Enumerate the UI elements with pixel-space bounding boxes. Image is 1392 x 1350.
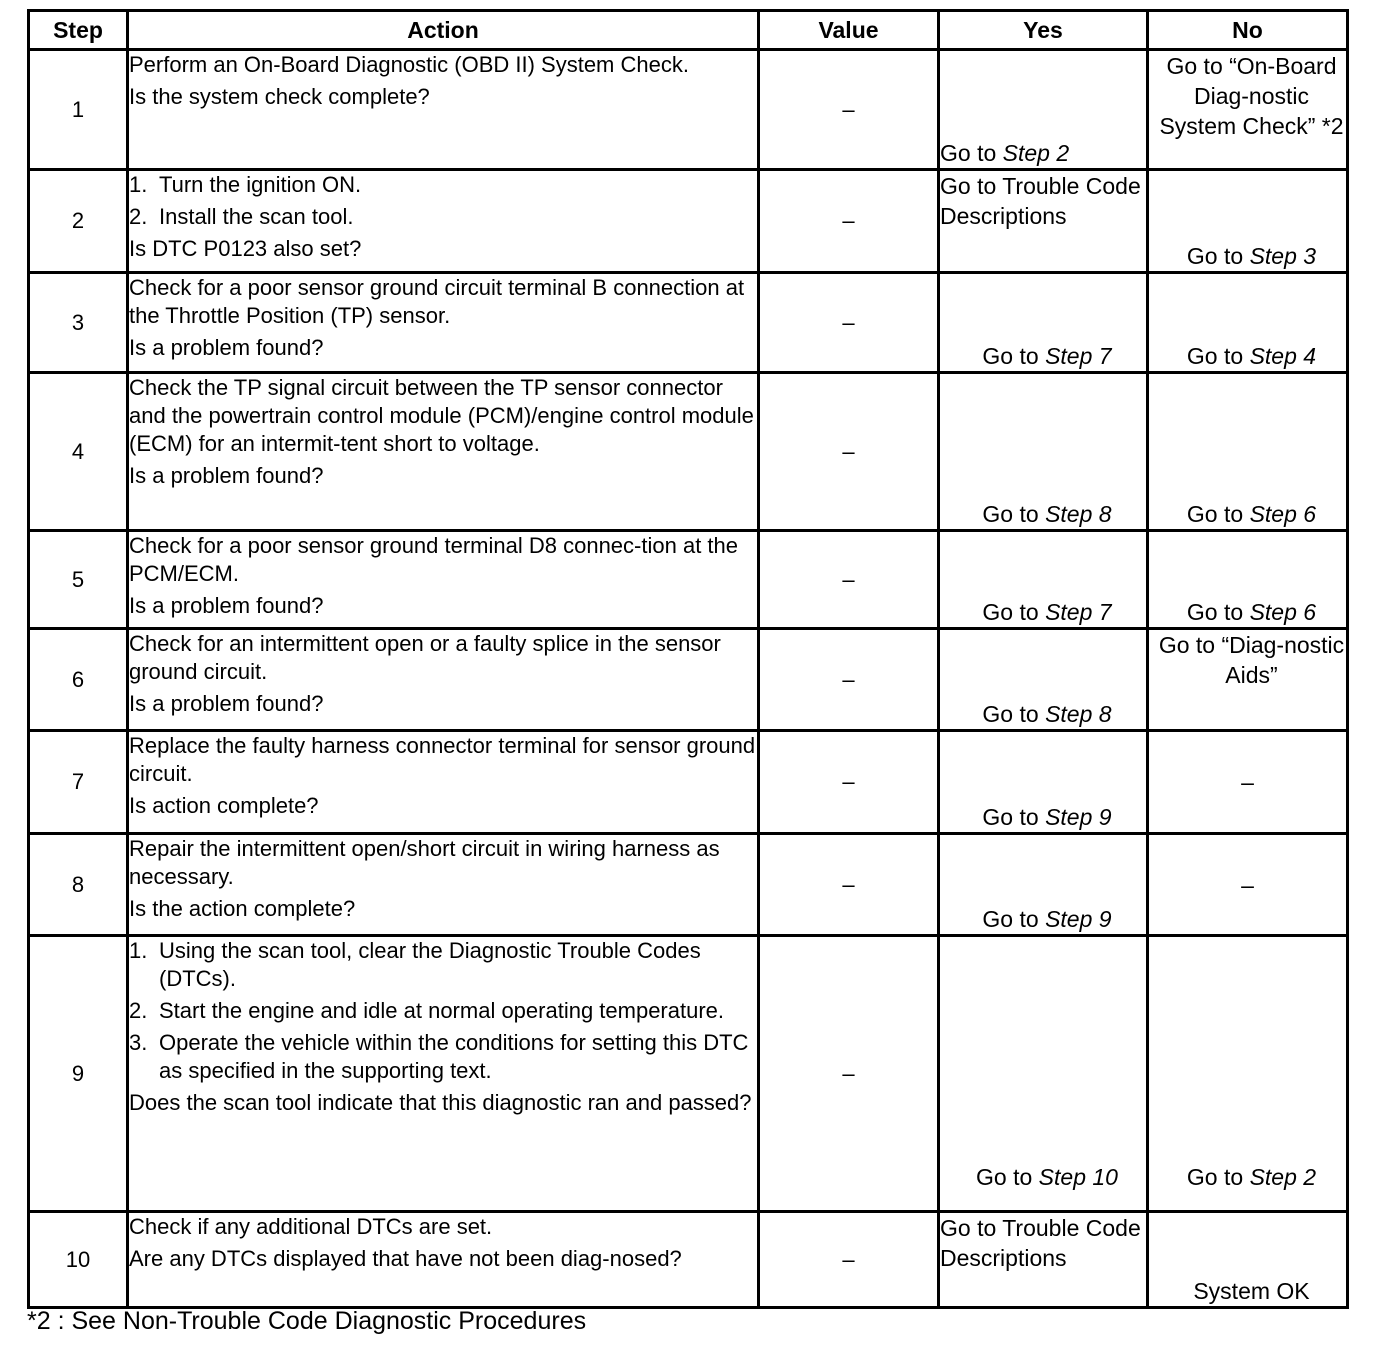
table-row xyxy=(29,50,1348,170)
yes-step-ref: Step 8 xyxy=(1045,701,1112,727)
list-text: Start the engine and idle at normal operating temperature. xyxy=(159,998,725,1023)
list-number: 2. xyxy=(129,204,148,229)
action-question: Is a problem found? xyxy=(129,335,324,360)
no-cell xyxy=(1148,531,1348,629)
list-number: 1. xyxy=(129,172,148,197)
yes-cell xyxy=(939,731,1148,834)
yes-prefix: Go to xyxy=(982,804,1039,830)
yes-cell xyxy=(939,373,1148,531)
action-cell xyxy=(128,531,759,629)
step-number: 6 xyxy=(29,629,128,731)
yes-cell xyxy=(939,531,1148,629)
yes-cell: Go to Trouble Code Descriptions xyxy=(939,1212,1148,1308)
list-text: Operate the vehicle within the conditions for setting this DTC as specified in the supporting text. xyxy=(159,1030,749,1083)
header-yes: Yes xyxy=(939,11,1148,50)
yes-cell xyxy=(939,629,1148,731)
yes-cell: Go to Trouble Code Descriptions xyxy=(939,170,1148,273)
no-cell: – xyxy=(1148,731,1348,834)
value-cell: – xyxy=(759,273,939,373)
action-question: Are any DTCs displayed that have not been diag-nosed? xyxy=(129,1246,682,1271)
value-cell: – xyxy=(759,170,939,273)
header-row xyxy=(29,11,1348,50)
table-row xyxy=(29,834,1348,936)
action-cell xyxy=(128,1212,759,1308)
value-cell: – xyxy=(759,50,939,170)
action-list-item xyxy=(129,997,757,1025)
yes-step-ref: Step 8 xyxy=(1045,501,1112,527)
action-text: Check if any additional DTCs are set. xyxy=(129,1214,493,1239)
no-cell xyxy=(1148,273,1348,373)
no-step-ref: Step 6 xyxy=(1249,501,1317,527)
header-action: Action xyxy=(128,11,759,50)
action-cell xyxy=(128,936,759,1212)
no-cell: Go to “Diag-nostic Aids” xyxy=(1148,629,1348,731)
action-list-item xyxy=(129,203,757,231)
step-number: 4 xyxy=(29,373,128,531)
no-step-ref: Step 3 xyxy=(1249,243,1317,269)
yes-step-ref: Step 10 xyxy=(1038,1164,1118,1190)
step-number: 2 xyxy=(29,170,128,273)
action-question: Is DTC P0123 also set? xyxy=(129,236,362,261)
table-row xyxy=(29,531,1348,629)
no-cell xyxy=(1148,170,1348,273)
step-number: 3 xyxy=(29,273,128,373)
action-question: Is a problem found? xyxy=(129,463,324,488)
action-list-item xyxy=(129,937,757,993)
yes-step-ref: Step 9 xyxy=(1045,804,1112,830)
value-cell: – xyxy=(759,834,939,936)
yes-prefix: Go to xyxy=(976,1164,1033,1190)
yes-step-ref: Step 2 xyxy=(1002,140,1070,166)
table-row xyxy=(29,731,1348,834)
value-cell: – xyxy=(759,936,939,1212)
table-row xyxy=(29,629,1348,731)
list-text: Using the scan tool, clear the Diagnostic Trouble Codes (DTCs). xyxy=(159,938,701,991)
action-cell xyxy=(128,170,759,273)
header-no: No xyxy=(1148,11,1348,50)
yes-prefix: Go to xyxy=(982,343,1039,369)
step-number: 5 xyxy=(29,531,128,629)
list-text: Install the scan tool. xyxy=(159,204,354,229)
yes-prefix: Go to xyxy=(982,599,1039,625)
no-prefix: Go to xyxy=(1186,501,1244,527)
action-cell xyxy=(128,834,759,936)
step-number: 1 xyxy=(29,50,128,170)
table-row xyxy=(29,1212,1348,1308)
action-cell xyxy=(128,273,759,373)
action-question: Is a problem found? xyxy=(129,691,324,716)
table-row xyxy=(29,936,1348,1212)
value-cell: – xyxy=(759,629,939,731)
yes-cell xyxy=(939,50,1148,170)
table-row xyxy=(29,170,1348,273)
action-text: Perform an On-Board Diagnostic (OBD II) System Check. xyxy=(129,52,689,77)
yes-cell xyxy=(939,273,1148,373)
step-number: 8 xyxy=(29,834,128,936)
list-number: 3. xyxy=(129,1030,148,1055)
table-row xyxy=(29,273,1348,373)
action-cell xyxy=(128,50,759,170)
no-cell: – xyxy=(1148,834,1348,936)
action-cell xyxy=(128,629,759,731)
action-question: Does the scan tool indicate that this diagnostic ran and passed? xyxy=(129,1090,752,1115)
action-text: Repair the intermittent open/short circuit in wiring harness as necessary. xyxy=(129,836,720,889)
no-step-ref: Step 4 xyxy=(1249,343,1317,369)
yes-step-ref: Step 7 xyxy=(1045,343,1112,369)
action-list-item xyxy=(129,1029,757,1085)
value-cell: – xyxy=(759,373,939,531)
action-cell xyxy=(128,731,759,834)
yes-prefix: Go to xyxy=(982,906,1039,932)
action-question: Is the action complete? xyxy=(129,896,356,921)
no-cell xyxy=(1148,373,1348,531)
no-cell xyxy=(1148,936,1348,1212)
list-number: 2. xyxy=(129,998,148,1023)
diagnostic-table xyxy=(27,9,1349,1309)
action-text: Replace the faulty harness connector terminal for sensor ground circuit. xyxy=(129,733,756,786)
no-step-ref: Step 6 xyxy=(1249,599,1317,625)
no-cell: System OK xyxy=(1148,1212,1348,1308)
step-number: 9 xyxy=(29,936,128,1212)
no-prefix: Go to xyxy=(1186,1164,1244,1190)
value-cell: – xyxy=(759,531,939,629)
list-text: Turn the ignition ON. xyxy=(159,172,362,197)
step-number: 10 xyxy=(29,1212,128,1308)
action-list-item xyxy=(129,171,757,199)
no-prefix: Go to xyxy=(1186,599,1244,625)
action-text: Check for a poor sensor ground terminal D8 connec-tion at the PCM/ECM. xyxy=(129,533,738,586)
list-number: 1. xyxy=(129,938,148,963)
no-prefix: Go to xyxy=(1186,243,1244,269)
value-cell: – xyxy=(759,1212,939,1308)
yes-step-ref: Step 7 xyxy=(1045,599,1112,625)
no-cell: Go to “On-Board Diag-nostic System Check” *2 xyxy=(1148,50,1348,170)
action-question: Is action complete? xyxy=(129,793,319,818)
action-text: Check for a poor sensor ground circuit terminal B connection at the Throttle Position (TP) sensor. xyxy=(129,275,745,328)
yes-step-ref: Step 9 xyxy=(1045,906,1112,932)
value-cell: – xyxy=(759,731,939,834)
no-prefix: Go to xyxy=(1186,343,1244,369)
footnote: *2 : See Non-Trouble Code Diagnostic Procedures xyxy=(27,1307,587,1335)
step-number: 7 xyxy=(29,731,128,834)
yes-prefix: Go to xyxy=(982,501,1039,527)
yes-cell xyxy=(939,834,1148,936)
table-row xyxy=(29,373,1348,531)
yes-prefix: Go to xyxy=(940,140,997,166)
header-value: Value xyxy=(759,11,939,50)
yes-cell xyxy=(939,936,1148,1212)
action-text: Check the TP signal circuit between the TP sensor connector and the powertrain control module (PCM)/engine control module (ECM) for an intermit-tent short to voltage. xyxy=(129,375,754,456)
yes-prefix: Go to xyxy=(982,701,1039,727)
header-step: Step xyxy=(29,11,128,50)
action-cell xyxy=(128,373,759,531)
action-question: Is a problem found? xyxy=(129,593,324,618)
no-step-ref: Step 2 xyxy=(1249,1164,1317,1190)
action-text: Check for an intermittent open or a faulty splice in the sensor ground circuit. xyxy=(129,631,721,684)
action-question: Is the system check complete? xyxy=(129,84,430,109)
